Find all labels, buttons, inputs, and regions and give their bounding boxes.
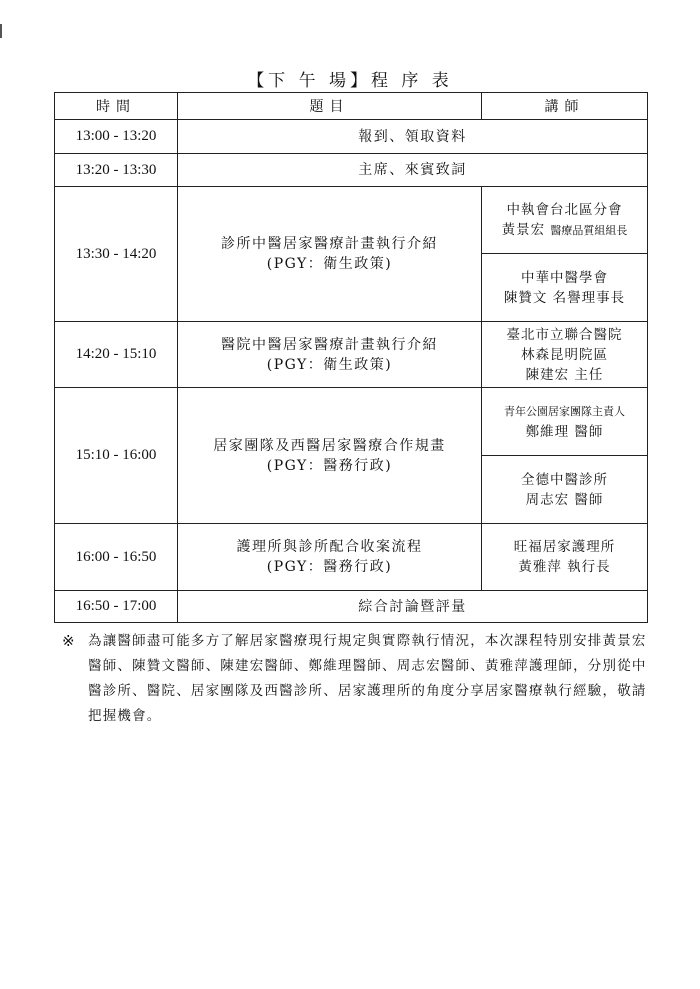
- page-title: 【下 午 場】程 序 表: [247, 71, 453, 91]
- speaker-name: 陳建宏 主任: [525, 366, 604, 383]
- time-cell: 13:30 - 14:20: [55, 187, 178, 322]
- topic-line: 醫院中醫居家醫療計畫執行介紹: [221, 336, 438, 353]
- speaker-org: 全德中醫診所: [521, 471, 608, 488]
- speaker-org: 臺北市立聯合醫院: [506, 326, 623, 343]
- topic-line: (PGY：衛生政策): [266, 256, 393, 272]
- table-row: [55, 187, 648, 254]
- topic-line: (PGY：衛生政策): [266, 356, 393, 373]
- topic-cell: [178, 388, 482, 524]
- schedule-table: [54, 92, 648, 623]
- speaker-name: 周志宏 醫師: [525, 491, 604, 508]
- topic-line: 居家團隊及西醫居家醫療合作規畫: [213, 437, 446, 454]
- table-row: [55, 591, 648, 623]
- topic-line: (PGY：醫務行政): [266, 559, 393, 575]
- speaker-org: 林森昆明院區: [521, 346, 608, 363]
- table-row: [55, 120, 648, 154]
- footnote-text: 為讓醫師盡可能多方了解居家醫療現行規定與實際執行情況，本次課程特別安排黃景宏醫師、陳贊文醫師、陳建宏醫師、鄭維理醫師、周志宏醫師、黃雅萍護理師，分別從中醫診所、醫院、居家團隊及西醫診所、居家護理所的角度分享居家醫療執行經驗，敬請把握機會。: [88, 633, 647, 724]
- topic-line: (PGY：醫務行政): [266, 457, 393, 474]
- speaker-org: 中華中醫學會: [521, 269, 608, 286]
- speaker-name: 黃景宏: [501, 221, 546, 238]
- header-topic: 題目: [178, 93, 482, 120]
- speaker-org: 中執會台北區分會: [506, 201, 623, 218]
- topic-cell: 綜合討論暨評量: [178, 591, 648, 623]
- topic-line: 診所中醫居家醫療計畫執行介紹: [221, 236, 438, 252]
- header-speaker: 講師: [482, 93, 648, 120]
- time-cell: 13:00 - 13:20: [55, 120, 178, 154]
- speaker-cell: [482, 388, 648, 456]
- table-row: [55, 388, 648, 456]
- speaker-name: 陳贊文 名譽理事長: [503, 289, 626, 306]
- header-time: 時間: [55, 93, 178, 120]
- reference-mark: ※: [62, 632, 76, 650]
- speaker-name: 鄭維理 醫師: [525, 423, 604, 440]
- topic-cell: 主席、來賓致詞: [178, 154, 648, 187]
- table-row: [55, 154, 648, 187]
- topic-cell: [178, 322, 482, 388]
- footnote: [62, 629, 647, 729]
- scan-edge-mark: [0, 24, 2, 38]
- speaker-cell: [482, 254, 648, 322]
- topic-line: 護理所與診所配合收案流程: [236, 539, 423, 555]
- topic-cell: [178, 524, 482, 591]
- table-row: [55, 322, 648, 388]
- speaker-cell: [482, 524, 648, 591]
- topic-cell: [178, 187, 482, 322]
- speaker-org: 青年公園居家團隊主責人: [504, 404, 625, 418]
- speaker-name-line: [484, 220, 645, 241]
- speaker-cell: [482, 456, 648, 524]
- speaker-cell: [482, 322, 648, 388]
- time-cell: 14:20 - 15:10: [55, 322, 178, 388]
- time-cell: 16:50 - 17:00: [55, 591, 178, 623]
- speaker-org: 旺福居家護理所: [513, 539, 616, 555]
- time-cell: 15:10 - 16:00: [55, 388, 178, 524]
- time-cell: 16:00 - 16:50: [55, 524, 178, 591]
- speaker-cell: [482, 187, 648, 254]
- topic-cell: 報到、領取資料: [178, 120, 648, 154]
- speaker-title: 醫療品質組組長: [550, 223, 628, 237]
- table-header-row: [55, 93, 648, 120]
- speaker-name: 黃雅萍 執行長: [518, 559, 611, 575]
- time-cell: 13:20 - 13:30: [55, 154, 178, 187]
- table-row: [55, 524, 648, 591]
